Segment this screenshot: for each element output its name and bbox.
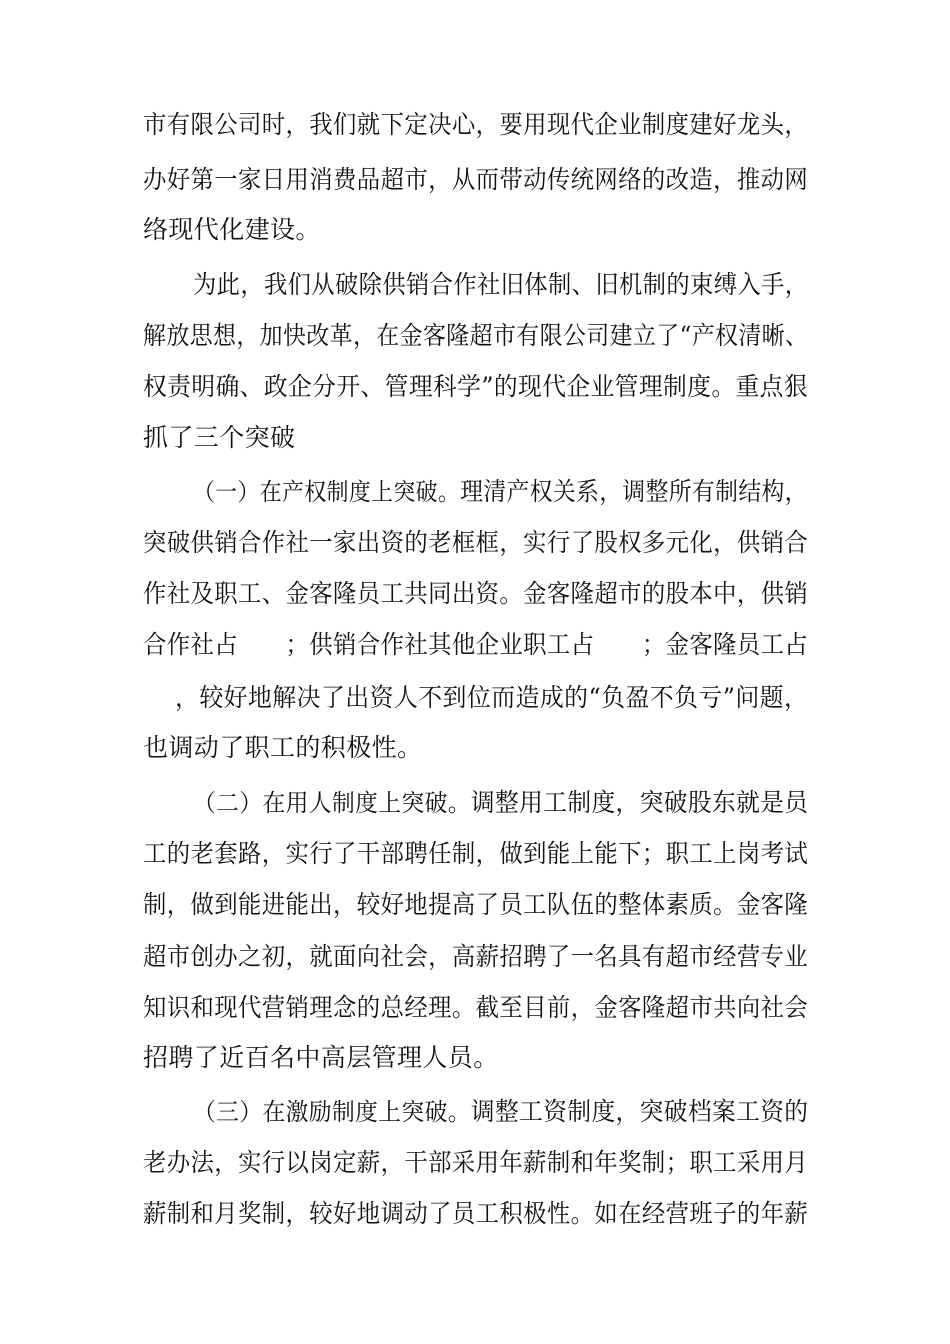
text-line — [143, 1139, 808, 1187]
text-line — [143, 519, 808, 567]
line-text: 络现代化建设。 — [143, 215, 321, 244]
line-text: 招聘了近百名中高层管理人员。 — [143, 1043, 499, 1072]
line-text: 抓了三个突破 — [143, 423, 296, 452]
line-text: 老办法，实行以岗定薪，干部采用年薪制和年奖制；职工采用月 — [143, 1148, 809, 1177]
text-line — [193, 779, 808, 827]
line-text: 权责明确、政企分开、管理科学”的现代企业管理制度。重点狠 — [143, 372, 809, 401]
section-heading: （二）在用人制度上突破。 — [193, 789, 471, 817]
line-text: ，较好地解决了出资人不到位而造成的“负盈不负亏”问题， — [175, 683, 809, 712]
text-line — [193, 1088, 808, 1136]
section-heading: （一）在产权制度上突破。 — [193, 478, 461, 506]
text-line — [143, 984, 808, 1032]
text-line — [143, 312, 808, 360]
line-text: 为此，我们从破除供销合作社旧体制、旧机制的束缚入手， — [193, 270, 809, 299]
line-text: 作社及职工、金客隆员工共同出资。金客隆超市的股本中，供销 — [143, 579, 809, 608]
text-line — [143, 621, 808, 669]
line-text: 超市创办之初，就面向社会，高薪招聘了一名具有超市经营专业 — [143, 942, 809, 971]
line-text: 也调动了职工的积极性。 — [143, 733, 423, 762]
text-line — [143, 414, 295, 462]
line-text: 办好第一家日用消费品超市，从而带动传统网络的改造，推动网 — [143, 165, 809, 194]
line-text: 薪制和月奖制，较好地调动了员工积极性。如在经营班子的年薪 — [143, 1199, 809, 1228]
line-text: 制，做到能进能出，较好地提高了员工队伍的整体素质。金客隆 — [143, 890, 809, 919]
line-text: 突破供销合作社一家出资的老框框，实行了股权多元化，供销合 — [143, 528, 809, 557]
text-line — [143, 881, 808, 929]
text-line — [143, 724, 422, 772]
line-text: 市有限公司时，我们就下定决心，要用现代企业制度建好龙头， — [143, 110, 809, 139]
section-heading: （三）在激励制度上突破。 — [193, 1098, 471, 1126]
line-text: 调整工资制度，突破档案工资的 — [470, 1097, 809, 1126]
text-line — [193, 468, 808, 516]
line-text: 合作社占 ；供销合作社其他企业职工占 ；金客隆员工占 — [143, 630, 809, 659]
text-line — [193, 261, 808, 309]
text-line — [143, 933, 808, 981]
text-line — [143, 830, 808, 878]
text-line — [143, 1034, 499, 1082]
text-line — [143, 570, 808, 618]
line-text: 理清产权关系，调整所有制结构， — [460, 477, 808, 506]
text-line — [175, 674, 808, 722]
line-text: 工的老套路，实行了干部聘任制，做到能上能下；职工上岗考试 — [143, 839, 809, 868]
text-line — [143, 1190, 808, 1238]
text-line — [143, 101, 808, 149]
line-text: 知识和现代营销理念的总经理。截至目前，金客隆超市共向社会 — [143, 993, 809, 1022]
text-line — [143, 363, 808, 411]
text-line — [143, 206, 321, 254]
text-line — [143, 156, 808, 204]
line-text: 解放思想，加快改革，在金客隆超市有限公司建立了“产权清晰、 — [143, 321, 809, 350]
line-text: 调整用工制度，突破股东就是员 — [470, 788, 809, 817]
